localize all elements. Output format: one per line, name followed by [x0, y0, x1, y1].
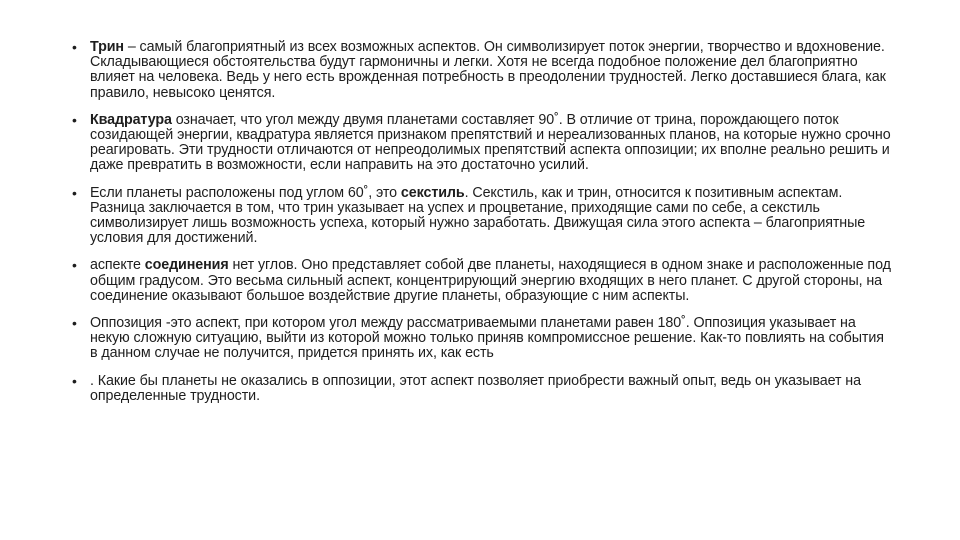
item-text-post: означает, что угол между двумя планетами составляет 90˚. В отличие от трина, порождающего поток созидающей энергии, квадратура является признаком препятствий и нереализованных планов, на которые нужно срочно реагировать. Эти трудности отличаются от непреодолимых препятствий аспекта оппозиции; их вполне реально решить и даже превратить в возможности, если направить на это достаточно усилий. — [90, 111, 891, 174]
item-text-pre: Оппозиция -это аспект, при котором угол между рассматриваемыми планетами равен 180˚. Оппозиция указывает на некую сложную ситуацию, выйти из которой можно только приняв компромиссное решение. Как-то повлиять на события в данном случае не получится, придется принять их, как есть — [90, 315, 884, 362]
list-item-square — [72, 113, 892, 174]
term-conjunction: соединения — [144, 257, 229, 274]
item-text-pre: аспекте — [90, 257, 145, 274]
bullet-icon: • — [72, 184, 77, 201]
list-item-trine — [72, 40, 892, 101]
list-item-conjunction — [72, 258, 892, 304]
bullet-icon: • — [72, 111, 77, 128]
item-text-post: . Секстиль, как и трин, относится к позитивным аспектам. Разница заключается в том, что трин указывает на успех и процветание, приходящие сами по себе, а секстиль символизирует лишь возможность успеха, который нужно заработать. Движущая сила этого аспекта – благоприятные условия для достижений. — [90, 184, 866, 247]
bullet-icon: • — [72, 39, 77, 55]
term-sextile: секстиль — [400, 184, 465, 201]
term-trine: Трин — [90, 39, 124, 55]
list-item-sextile — [72, 186, 892, 247]
list-item-opposition-note — [72, 374, 892, 404]
bullet-icon: • — [72, 257, 77, 274]
bullet-icon: • — [72, 372, 77, 389]
term-square: Квадратура — [90, 111, 172, 128]
list-item-opposition — [72, 316, 892, 362]
bullet-list — [72, 40, 892, 404]
item-text-post: – самый благоприятный из всех возможных аспектов. Он символизирует поток энергии, творчество и вдохновение. Складывающиеся обстоятельства будут гармоничны и легки. Хотя не всегда подобное положение дел благоприятно влияет на человека. Ведь у него есть врожденная потребность в преодолении трудностей. Легко доставшиеся блага, как правило, невысоко ценятся. — [90, 39, 886, 101]
item-text-pre: Если планеты расположены под углом 60˚, это — [90, 184, 401, 201]
item-text-pre: . Какие бы планеты не оказались в оппозиции, этот аспект позволяет приобрести важный опыт, ведь он указывает на определенные трудности. — [90, 372, 861, 404]
item-text-post: нет углов. Оно представляет собой две планеты, находящиеся в одном знаке и расположенные под общим градусом. Это весьма сильный аспект, концентрирующий энергию входящих в него планет. С другой стороны, на соединение оказывают большое воздействие другие планеты, образующие с ним аспекты. — [90, 257, 891, 304]
bullet-icon: • — [72, 315, 77, 332]
